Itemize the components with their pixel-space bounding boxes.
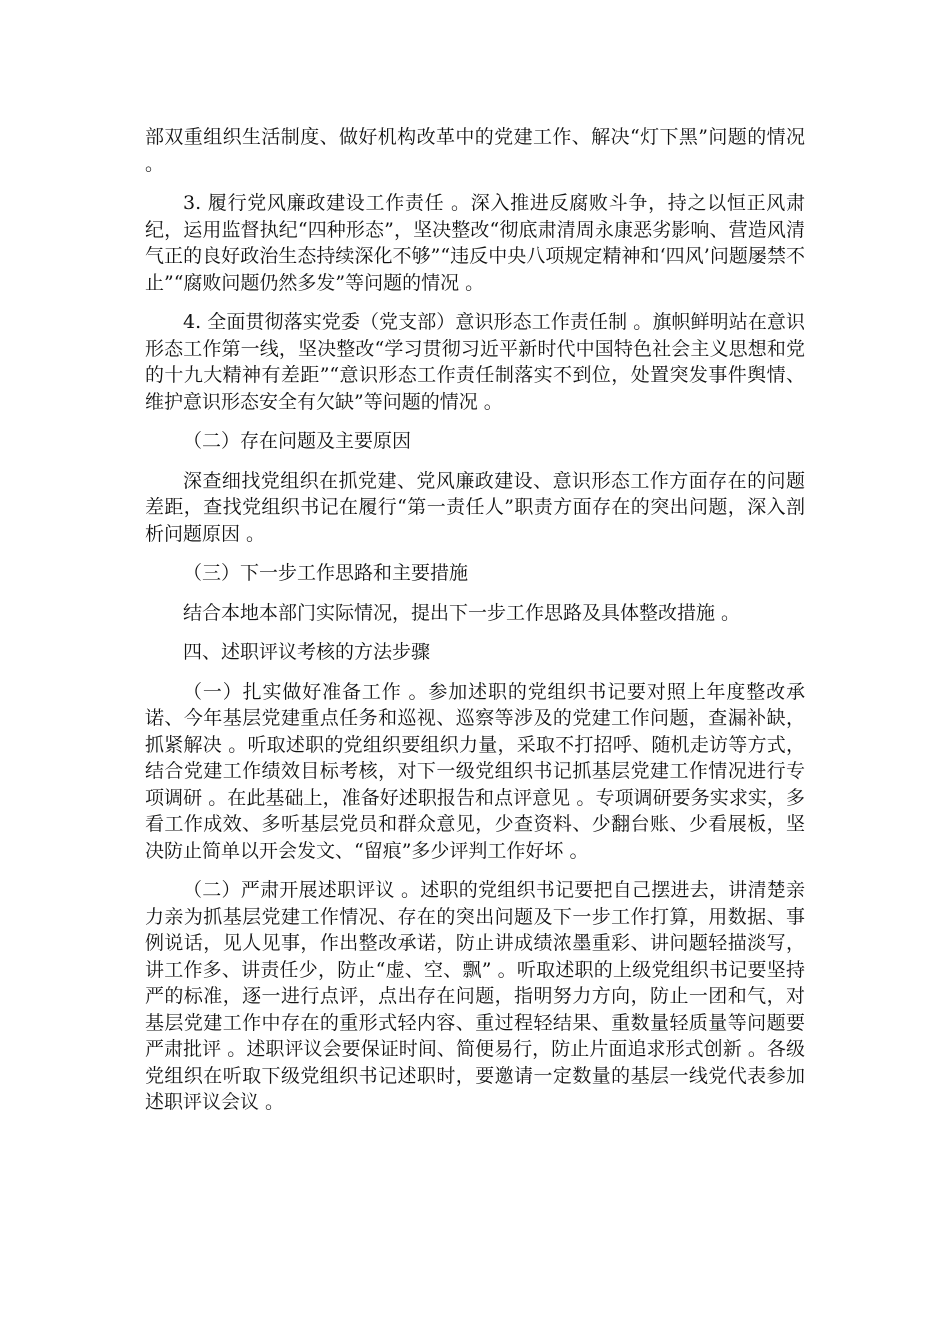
subheading-next-steps: （三）下一步工作思路和主要措施 (183, 562, 469, 584)
paragraph-preparation: （一）扎实做好准备工作 。参加述职的党组织书记要对照上年度整改承诺、今年基层党建重点任务和巡视、巡察等涉及的党建工作问题，查漏补缺，抓紧解决 。听取述职的党组织要组织力量，采取不打招呼、随机走访等方式，结合党建工作绩效目标考核，对下一级党组织书记抓基层党建工作情况进行专项调研 。在此基础上，准备好述职报告和点评意见 。专项调研要务实求实，多看工作成效、多听基层党员和群众意见，少查资料、少翻台账、少看展板，坚决防止简单以开会发文、“留痕”多少评判工作好坏 。 (145, 680, 805, 862)
paragraph-item-4: 4. 全面贯彻落实党委（党支部）意识形态工作责任制 。旗帜鲜明站在意识形态工作第一线，坚决整改“学习贯彻习近平新时代中国特色社会主义思想和党的十九大精神有差距”“意识形态工作责任制落实不到位，处置突发事件舆情、维护意识形态安全有欠缺”等问题的情况 。 (145, 311, 805, 413)
section-heading-four: 四、述职评议考核的方法步骤 (183, 641, 431, 663)
subheading-problems: （二）存在问题及主要原因 (183, 430, 412, 452)
paragraph-continued: 部双重组织生活制度、做好机构改革中的党建工作、解决“灯下黑”问题的情况 。 (145, 126, 805, 175)
paragraph-next-steps: 结合本地本部门实际情况，提出下一步工作思路及具体整改措施 。 (183, 601, 741, 624)
paragraph-evaluation: （二）严肃开展述职评议 。述职的党组织书记要把自己摆进去，讲清楚亲力亲为抓基层党建工作情况、存在的突出问题及下一步工作打算，用数据、事例说话，见人见事，作出整改承诺，防止讲成绩浓墨重彩、讲问题轻描淡写，讲工作多、讲责任少，防止“虚、空、飘” 。听取述职的上级党组织书记要坚持严的标准，逐一进行点评，点出存在问题，指明努力方向，防止一团和气，对基层党建工作中存在的重形式轻内容、重过程轻结果、重数量轻质量等问题要严肃批评 。述职评议会要保证时间、简便易行，防止片面追求形式创新 。各级党组织在听取下级党组织书记述职时，要邀请一定数量的基层一线党代表参加述职评议会议 。 (145, 879, 805, 1113)
paragraph-problems: 深查细找党组织在抓党建、党风廉政建设、意识形态工作方面存在的问题差距，查找党组织书记在履行“第一责任人”职责方面存在的突出问题，深入剖析问题原因 。 (145, 469, 805, 545)
paragraph-item-3: 3. 履行党风廉政建设工作责任 。深入推进反腐败斗争，持之以恒正风肃纪，运用监督执纪“四种形态”，坚决整改“彻底肃清周永康恶劣影响、营造风清气正的良好政治生态持续深化不够”“违反中央八项规定精神和‘四风’问题屡禁不止”“腐败问题仍然多发”等问题的情况 。 (145, 192, 805, 294)
